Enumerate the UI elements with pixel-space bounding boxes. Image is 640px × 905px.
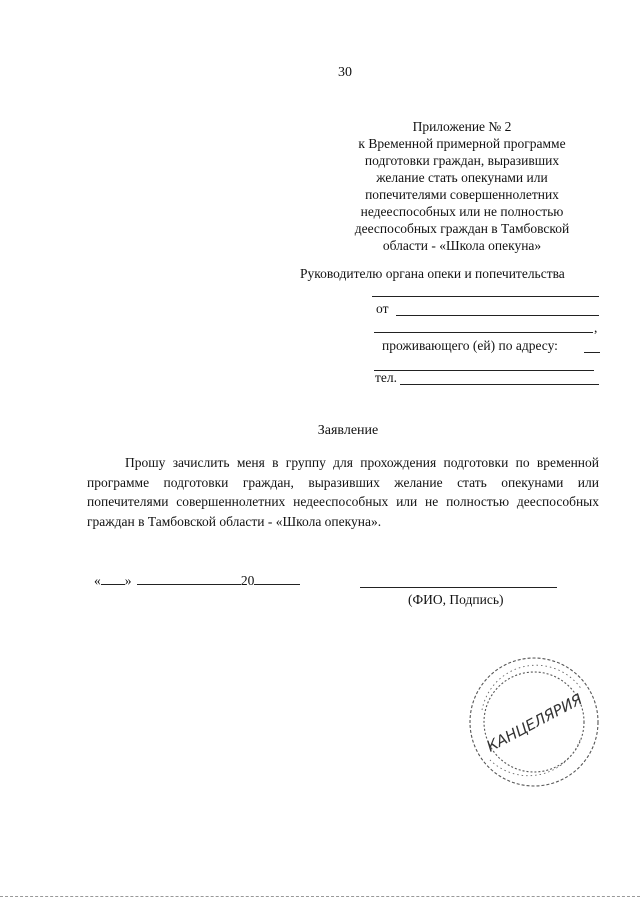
annex-line: области - «Школа опекуна»	[382, 238, 542, 253]
annex-line: Приложение № 2	[412, 119, 512, 134]
annex-line: попечителями совершеннолетних	[365, 187, 559, 202]
annex-line: к Временной примерной программе	[358, 136, 566, 151]
address-line-tail[interactable]	[584, 352, 600, 353]
office-stamp	[462, 650, 602, 790]
year-prefix: 20	[240, 573, 255, 588]
date-open-quote: «	[94, 573, 101, 588]
document-heading: Заявление	[317, 423, 379, 438]
from-name-line-2[interactable]	[374, 332, 593, 333]
blank-line-organ[interactable]	[372, 296, 599, 297]
date-close-quote: »	[124, 573, 132, 588]
from-name-line[interactable]	[396, 315, 599, 316]
year-blank[interactable]	[254, 574, 300, 585]
application-body: Прошу зачислить меня в группу для прохождения подготовки по временной программе подготовки граждан, выразивших желание стать опекунами или попечителями совершеннолетних недееспособных или не полностью дееспособных граждан в Тамбовской области - «Школа опекуна».	[87, 455, 599, 529]
signature-line[interactable]	[360, 587, 557, 588]
phone-label: тел.	[375, 370, 398, 385]
addressee: Руководителю органа опеки и попечительства	[300, 266, 565, 281]
day-blank[interactable]	[101, 574, 125, 585]
annex-line: недееспособных или не полностью	[360, 204, 564, 219]
annex-block	[322, 118, 602, 254]
signature-caption: (ФИО, Подпись)	[408, 592, 504, 607]
page-number: 30	[338, 65, 352, 80]
from-label: от	[376, 301, 389, 316]
stamp-seal-icon	[462, 650, 602, 790]
bottom-scan-edge	[0, 896, 640, 897]
stamp-center-text: КАНЦЕЛЯРИЯ	[483, 690, 586, 756]
annex-line: дееспособных граждан в Тамбовской	[354, 221, 570, 236]
comma: ,	[594, 320, 598, 335]
phone-line[interactable]	[400, 384, 599, 385]
annex-line: желание стать опекунами или	[376, 170, 548, 185]
address-label: проживающего (ей) по адресу:	[382, 338, 558, 353]
address-line[interactable]	[374, 370, 594, 371]
month-blank[interactable]	[137, 574, 241, 585]
annex-line: подготовки граждан, выразивших	[364, 153, 560, 168]
date-line	[94, 573, 300, 589]
